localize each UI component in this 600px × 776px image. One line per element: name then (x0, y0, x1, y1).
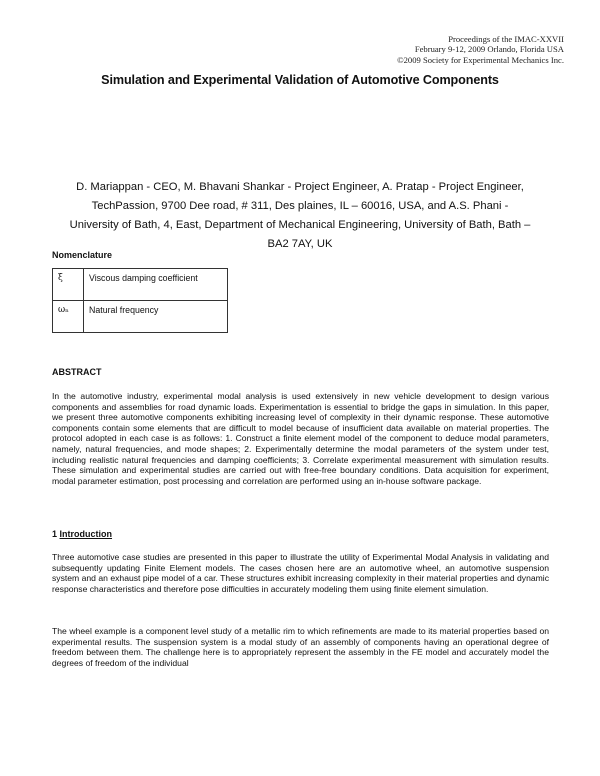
proceedings-name: Proceedings of the IMAC-XXVII (448, 34, 564, 44)
author-line-2: TechPassion, 9700 Dee road, # 311, Des plaines, IL – 60016, USA, and A.S. Phani - (91, 200, 509, 212)
proceedings-header (397, 34, 564, 65)
nomenclature-table (52, 268, 228, 333)
abstract-text: In the automotive industry, experimental modal analysis is used extensively in new vehicle development to design various components and assemblies for road dynamic loads. Experimentation is essential to bridge the gaps in simulation. In this paper, we present three automotive components exhibiting increasing level of complexity in their dynamic response. These automotive components contain some elements that are difficult to model because of insufficient data available on material properties. The protocol adopted in each case is as follows: 1. Construct a finite element model of the component to deduce modal parameters, namely, natural frequencies, and mode shapes; 2. Experimentally determine the modal parameters of the system under test, including realistic natural frequencies and damping coefficients; 3. Correlate experimental measurement with simulation results. These simulation and experimental studies are carried out with free-free boundary conditions. Data acquisition for experiment, modal parameter estimation, post processing and correlation are performed using an in-house software package. (52, 391, 549, 486)
section-title: Introduction (59, 529, 113, 539)
author-line-3: University of Bath, 4, East, Department of Mechanical Engineering, University of Bath, Bath – (69, 219, 531, 231)
introduction-paragraph-2: The wheel example is a component level study of a metallic rim to which refinements are made to its material properties based on experimental results. The suspension system is a modal study of an assembly of components having an operational degree of freedom between them. The challenge here is to appropriately represent the assembly in the FE model and accurately model the degrees of freedom of the individual (52, 626, 549, 668)
conference-dates-location: February 9-12, 2009 Orlando, Florida USA (414, 44, 564, 55)
nomenclature-symbol: ξ (53, 269, 84, 301)
author-line-1: D. Mariappan - CEO, M. Bhavani Shankar - Project Engineer, A. Pratap - Project Engineer, (76, 181, 524, 193)
nomenclature-row (53, 269, 228, 301)
author-block (36, 178, 564, 254)
introduction-paragraph-1: Three automotive case studies are presented in this paper to illustrate the utility of Experimental Modal Analysis in validating and subsequently updating Finite Element models. The cases chosen here are an automotive wheel, an automotive suspension system and an exhaust pipe model of a car. These structures exhibit increasing complexity in their material properties and dynamic response characteristics and therefore pose difficulties in accurately modeling them using finite element simulation. (52, 552, 549, 594)
paper-title: Simulation and Experimental Validation of Automotive Components (101, 73, 499, 87)
introduction-heading (52, 529, 112, 539)
abstract-heading: ABSTRACT (52, 367, 102, 377)
nomenclature-symbol: ωₙ (53, 301, 84, 333)
nomenclature-heading: Nomenclature (52, 250, 113, 260)
section-number: 1 (52, 529, 58, 539)
nomenclature-description: Viscous damping coefficient (84, 269, 228, 301)
copyright-notice: ©2009 Society for Experimental Mechanics Inc. (397, 54, 564, 65)
author-line-4: BA2 7AY, UK (267, 238, 333, 250)
nomenclature-row (53, 301, 228, 333)
nomenclature-description: Natural frequency (84, 301, 228, 333)
